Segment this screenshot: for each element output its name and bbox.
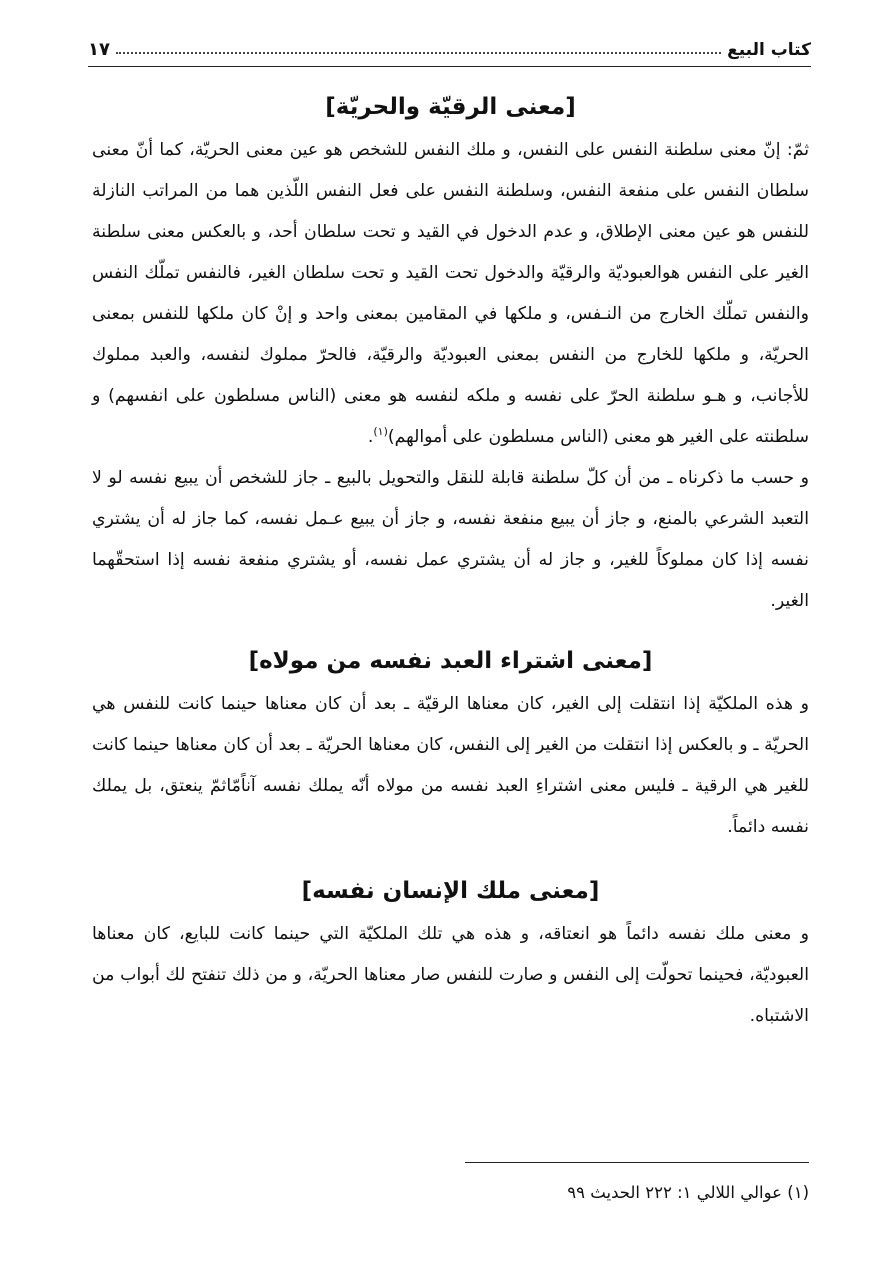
section-spacer [92,848,809,868]
paragraph: و معنى ملك نفسه دائماً هو انعتاقه، و هذه هي تلك الملكيّة التي حينما كانت للبايع، كان معناها العبوديّة، فحينما تحولّت إلى النفس و صارت للنفس صار معناها الحريّة، و من ذلك تنفتح لك أبواب من الاشتباه. [92,924,809,1026]
paragraph: ثمّ: إنّ معنى سلطنة النفس على النفس، و ملك النفس للشخص هو عين معنى الحريّة، كما أنّ معنى سلطان النفس على منفعة النفس، وسلطنة النفس على فعل النفس اللّذين هما من المراتب النازلة للنفس هو عين معنى الإطلاق، و عدم الدخول في القيد و تحت سلطان أحد، و بالعكس معنى سلطنة الغير على النفس هوالعبوديّة والرقيّة والدخول تحت القيد و تحت سلطان الغير، فالنفس تملّك النفس والنفس تملّك الخارج من النـفس، و ملكها في المقامين بمعنى واحد و إنْ كان ملكها للنفس بمعنى الحريّة، و ملكها للخارج من النفس بمعنى العبوديّة والرقيّة، فالحرّ مملوك لنفسه، والعبد مملوك للأجانب، و هـو سلطنة الحرّ على نفسه و ملكه لنفسه هو معنى (الناس مسلطون على انفسهم) و سلطنته على الغير هو معنى (الناس مسلطون على أموالهم)$^{(١)}$. [92,140,809,447]
section-heading-slavery-freedom: [معنى الرقيّة والحريّة] [325,94,576,120]
page-number: ١٧ [88,39,110,60]
paragraph: و هذه الملكيّة إذا انتقلت إلى الغير، كان معناها الرقيّة ـ بعد أن كان معناها حينما كانت للنفس هي الحريّة ـ و بالعكس إذا انتقلت من الغير إلى النفس، كان معناها الحريّة ـ بعد أن كان معناها حينما كانت للغير هي الرقية ـ فليس معنى اشتراءِ العبد نفسه من مولاه أنّه يملك نفسه آناًمّاثمّ ينعتق، بل يملك نفسه دائماً. [92,694,809,837]
footnote-separator [465,1162,809,1163]
section-heading-self-ownership: [معنى ملك الإنسان نفسه] [301,878,600,904]
running-header [88,26,811,67]
footnote-reference: (١) [373,425,388,439]
paragraph-text: ثمّ: إنّ معنى سلطنة النفس على النفس، و ملك النفس للشخص هو عين معنى الحريّة، كما أنّ معنى سلطان النفس على منفعة النفس، وسلطنة النفس على فعل النفس اللّذين هما من المراتب النازلة للنفس هو عين معنى الإطلاق، و عدم الدخول في القيد و تحت سلطان أحد، و بالعكس معنى سلطنة الغير على النفس هوالعبوديّة والرقيّة والدخول تحت القيد و تحت سلطان الغير، فالنفس تملّك النفس والنفس تملّك الخارج من النـفس، و ملكها في المقامين بمعنى واحد و إنْ كان ملكها للنفس بمعنى الحريّة، و ملكها للخارج من النفس بمعنى العبوديّة والرقيّة، فالحرّ مملوك لنفسه، والعبد مملوك للأجانب، و هـو سلطنة الحرّ على نفسه و ملكه لنفسه هو معنى (الناس مسلطون على انفسهم) و سلطنته على الغير هو معنى (الناس مسلطون على أموالهم) [92,140,809,447]
header-book-title: كتاب البيع [727,40,811,60]
header-dot-leader [116,52,721,54]
section-spacer [92,622,809,638]
footnote: (١) عوالي اللالي ١: ٢٢٢ الحديث ٩٩ [567,1183,809,1202]
page-body [92,84,809,1037]
section-heading-slave-buying-self: [معنى اشتراء العبد نفسه من مولاه] [248,648,653,674]
paragraph: و حسب ما ذكرناه ـ من أن كلّ سلطنة قابلة للنقل والتحويل بالبيع ـ جاز للشخص أن يبيع نفسه لو لا التعبد الشرعي بالمنع، و جاز أن يبيع منفعة نفسه، و جاز أن يبيع عـمل نفسه، كما جاز له أن يشتري نفسه إذا كان مملوكاً للغير، و جاز له أن يشتري عمل نفسه، أو يشتري منفعة نفسه إذا استحقّهما الغير. [92,468,809,611]
